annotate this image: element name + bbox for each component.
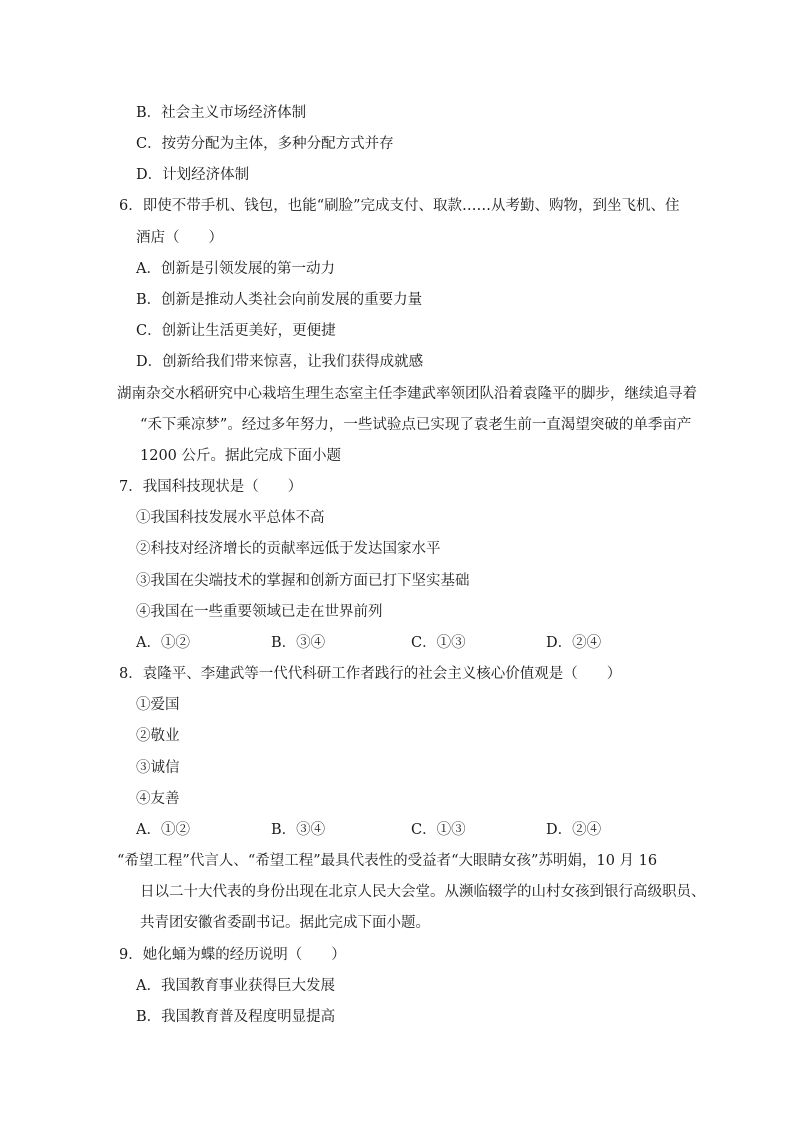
q8-stem: 8．袁隆平、李建武等一代代科研工作者践行的社会主义核心价值观是（ ） [119,666,622,682]
q8-item3: ③诚信 [136,760,180,776]
q8-item4: ④友善 [136,791,180,807]
q6-stem-line2: 酒店（ ） [136,230,223,246]
material1-line1: 湖南杂交水稻研究中心栽培生理生态室主任李建武率领团队沿着袁隆平的脚步，继续追寻着 [117,386,697,402]
q9-stem: 9．她化蛹为蝶的经历说明（ ） [119,947,346,963]
material1-line2: “禾下乘凉梦”。经过多年努力，一些试验点已实现了袁老生前一直渴望突破的单季亩产 [140,417,692,433]
material2-line3: 共青团安徽省委副书记。据此完成下面小题。 [140,915,430,931]
q8-choice-a: A．①② [136,822,190,838]
q5-option-d: D．计划经济体制 [136,167,250,183]
q7-choice-c: C．①③ [411,635,466,651]
q8-item2: ②敬业 [136,728,180,744]
q6-option-c: C．创新让生活更美好，更便捷 [136,323,336,339]
q7-choice-b: B．③④ [271,635,326,651]
q6-stem-line1: 6．即使不带手机、钱包，也能“刷脸”完成支付、取款……从考勤、购物，到坐飞机、住 [119,198,680,214]
q8-choice-c: C．①③ [411,822,466,838]
q6-option-a: A．创新是引领发展的第一动力 [136,261,335,277]
q7-item2: ②科技对经济增长的贡献率远低于发达国家水平 [136,541,441,557]
q6-option-d: D．创新给我们带来惊喜，让我们获得成就感 [136,354,424,370]
q8-choice-d: D．②④ [546,822,602,838]
material2-line1: “希望工程”代言人、“希望工程”最具代表性的受益者“大眼睛女孩”苏明娟，10 月 16 [117,853,658,869]
q5-option-b: B．社会主义市场经济体制 [136,105,307,121]
material1-line3: 1200 公斤。据此完成下面小题 [140,448,342,464]
q6-option-b: B．创新是推动人类社会向前发展的重要力量 [136,292,423,308]
q7-item3: ③我国在尖端技术的掌握和创新方面已打下坚实基础 [136,573,470,589]
q7-item1: ①我国科技发展水平总体不高 [136,510,325,526]
q7-stem: 7．我国科技现状是（ ） [119,479,303,495]
q9-option-a: A．我国教育事业获得巨大发展 [136,978,335,994]
material2-line2: 日以二十大代表的身份出现在北京人民大会堂。从濒临辍学的山村女孩到银行高级职员、 [140,884,706,900]
q8-item1: ①爱国 [136,697,180,713]
q9-option-b: B．我国教育普及程度明显提高 [136,1009,336,1025]
q7-item4: ④我国在一些重要领域已走在世界前列 [136,604,383,620]
q7-choice-a: A．①② [136,635,190,651]
q5-option-c: C．按劳分配为主体，多种分配方式并存 [136,136,394,152]
q8-choice-b: B．③④ [271,822,326,838]
q7-choice-d: D．②④ [546,635,602,651]
